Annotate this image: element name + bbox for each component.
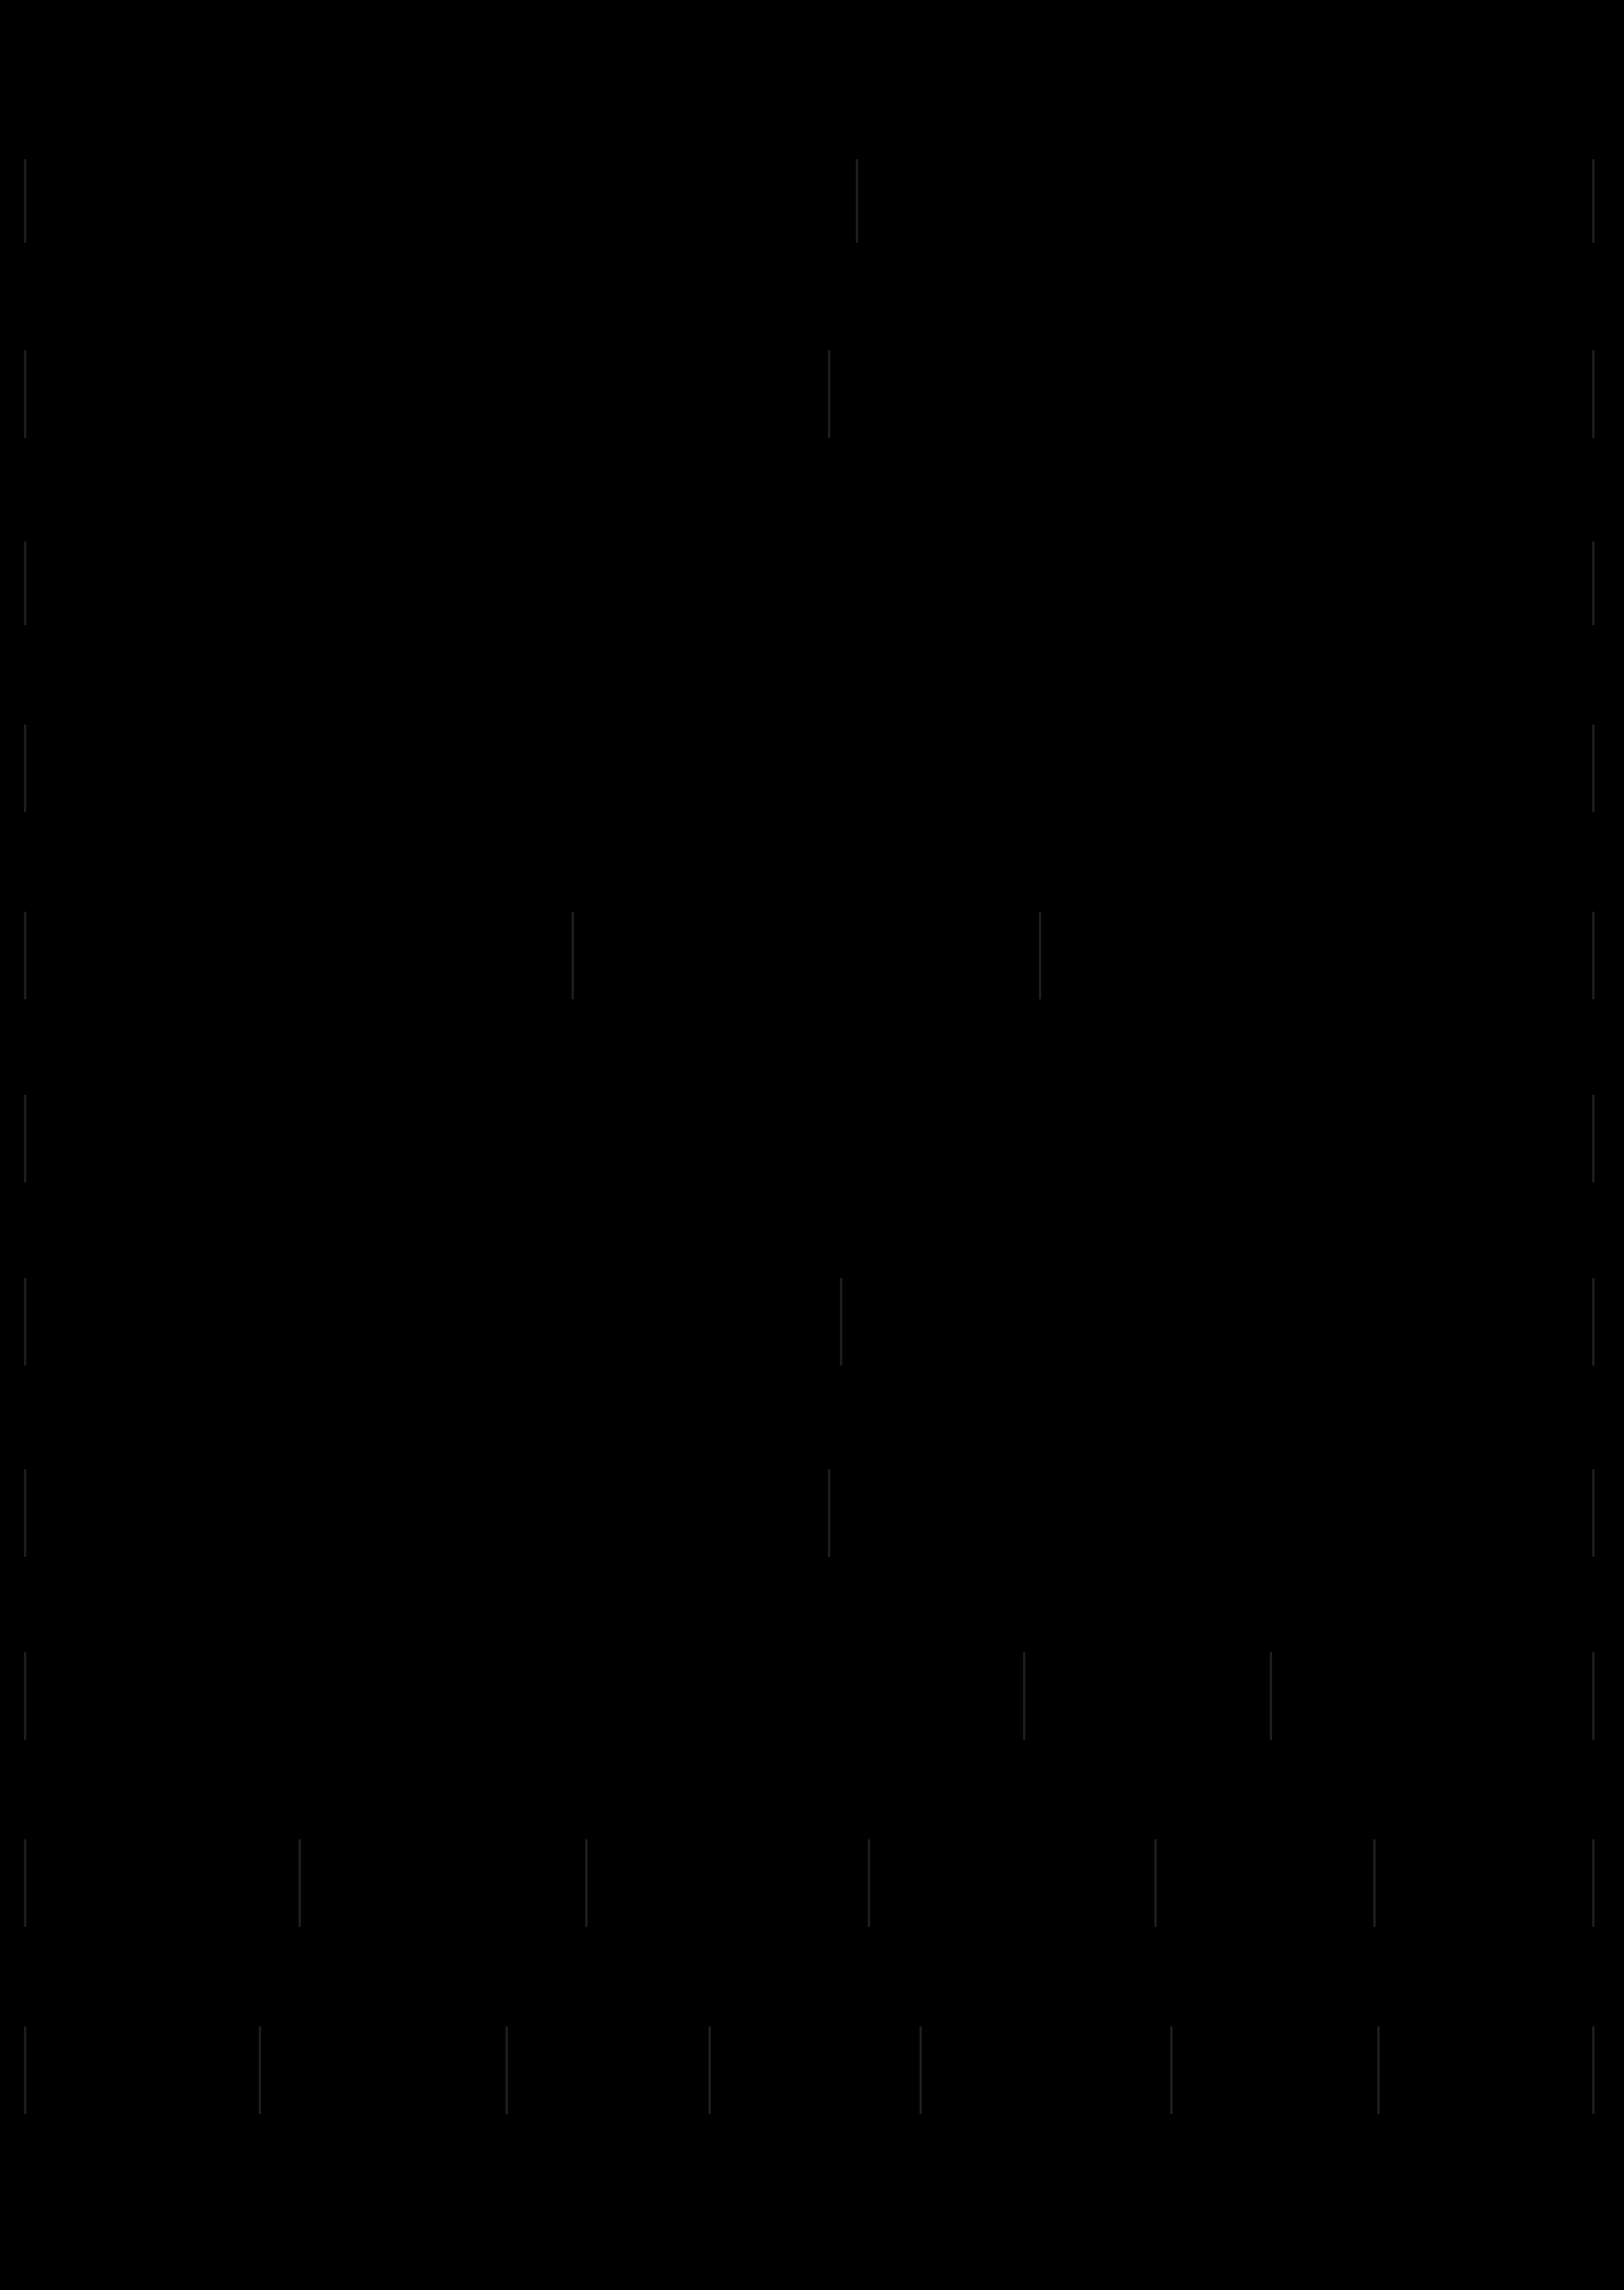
axis-tick (1270, 1652, 1272, 1740)
axis-tick (1592, 541, 1595, 625)
axis-tick (1592, 1469, 1595, 1557)
axis-tick (919, 2026, 922, 2114)
axis-tick (24, 1095, 26, 1182)
axis-tick (24, 159, 26, 243)
axis-tick (1592, 1839, 1595, 1927)
axis-tick (1023, 1652, 1025, 1740)
axis-tick (24, 1278, 26, 1366)
axis-tick (506, 2026, 508, 2114)
axis-tick (1592, 2026, 1595, 2114)
axis-tick (572, 912, 574, 999)
axis-tick (24, 1839, 26, 1927)
axis-tick (24, 1469, 26, 1557)
axis-tick (828, 350, 830, 438)
axis-tick (1592, 1095, 1595, 1182)
axis-tick (709, 2026, 711, 2114)
axis-tick (24, 912, 26, 999)
axis-tick (259, 2026, 261, 2114)
axis-tick (1377, 2026, 1380, 2114)
axis-tick (1592, 159, 1595, 243)
axis-tick (840, 1278, 842, 1366)
axis-tick (1592, 1278, 1595, 1366)
axis-tick (24, 1652, 26, 1740)
axis-tick (585, 1839, 588, 1927)
axis-tick (24, 2026, 26, 2114)
axis-tick (868, 1839, 870, 1927)
axis-tick (1592, 725, 1595, 812)
axis-tick (1039, 912, 1041, 999)
axis-tick (856, 159, 858, 243)
axis-tick (24, 350, 26, 438)
axis-tick (24, 541, 26, 625)
axis-tick (1592, 350, 1595, 438)
axis-tick (1373, 1839, 1376, 1927)
axis-tick (24, 725, 26, 812)
axis-tick (828, 1469, 830, 1557)
axis-tick (1170, 2026, 1173, 2114)
axis-tick (1592, 912, 1595, 999)
axis-tick (1154, 1839, 1157, 1927)
axis-tick (1592, 1652, 1595, 1740)
axis-tick (299, 1839, 301, 1927)
